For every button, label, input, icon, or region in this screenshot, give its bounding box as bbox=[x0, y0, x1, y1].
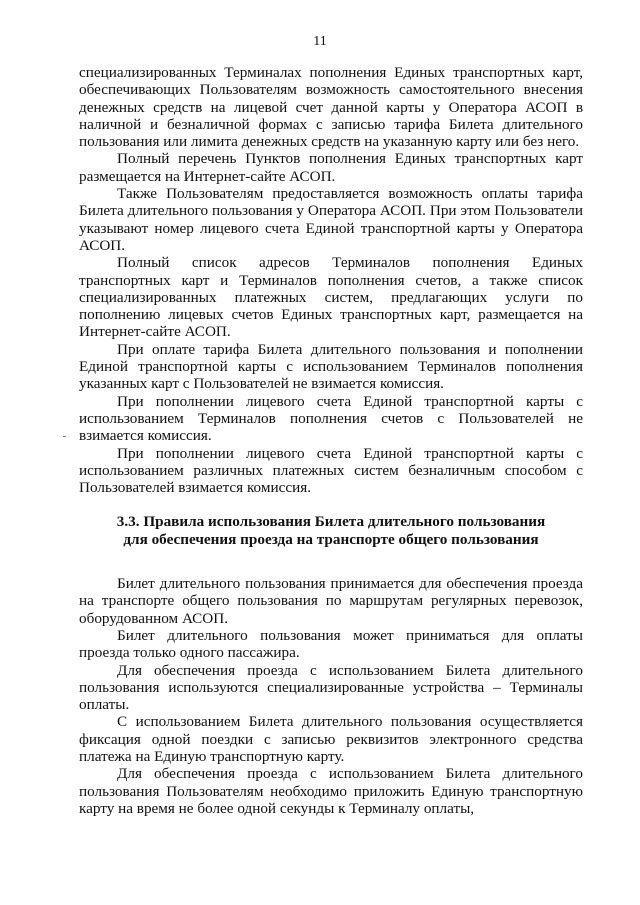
page-number: 11 bbox=[313, 34, 327, 49]
section-heading bbox=[79, 513, 583, 548]
paragraph-1: специализированных Терминалах пополнения Единых транспортных карт, обеспечивающих Пользователям возможность самостоятельного внесения денежных средств на лицевой счет данной карты у Оператора АСОП в наличной и безналичной формах с записью тарифа Билета длительного пользования или лимита денежных средств на указанную карту или без него. bbox=[79, 64, 583, 151]
paragraph-5: При оплате тарифа Билета длительного пользования и пополнении Единой транспортной карты с использованием Терминалов пополнения указанных карт с Пользователей не взимается комиссия. bbox=[79, 340, 583, 393]
paragraph-3: Также Пользователям предоставляется возможность оплаты тарифа Билета длительного пользования у Оператора АСОП. При этом Пользователи указывают номер лицевого счета Единой транспортной карты у Оператора АСОП. bbox=[79, 185, 583, 254]
section-heading-line-1: 3.3. Правила использования Билета длительного пользования bbox=[116, 513, 546, 531]
paragraph-9: Билет длительного пользования может приниматься для оплаты проезда только одного пассажира. bbox=[79, 626, 583, 662]
paragraph-10: Для обеспечения проезда с использованием Билета длительного пользования используются специализированные устройства – Терминалы оплаты. bbox=[79, 661, 583, 714]
paragraph-8: Билет длительного пользования принимается для обеспечения проезда на транспорте общего пользования по маршрутам регулярных перевозок, оборудованном АСОП. bbox=[79, 575, 583, 627]
paragraph-12: Для обеспечения проезда с использованием Билета длительного пользования Пользователям необходимо приложить Единую транспортную карту на время не более одной секунды к Терминалу оплаты, bbox=[79, 765, 583, 817]
paragraph-11: С использованием Билета длительного пользования осуществляется фиксация одной поездки с записью реквизитов электронного средства платежа на Единую транспортную карту. bbox=[79, 713, 583, 765]
paragraph-4: Полный список адресов Терминалов пополнения Единых транспортных карт и Терминалов пополнения счетов, а также список специализированных платежных систем, предлагающих услуги по пополнению лицевых счетов Единых транспортных карт, размещается на Интернет-сайте АСОП. bbox=[79, 254, 583, 341]
paragraph-7: При пополнении лицевого счета Единой транспортной карты с использованием различных платежных систем безналичным способом с Пользователей взимается комиссия. bbox=[79, 444, 583, 497]
paragraph-2: Полный перечень Пунктов пополнения Единых транспортных карт размещается на Интернет-сайте АСОП. bbox=[79, 150, 583, 185]
document-body bbox=[79, 64, 583, 817]
paragraph-6: При пополнении лицевого счета Единой транспортной карты с использованием Терминалов пополнения счетов с Пользователей не взимается комиссия. bbox=[79, 392, 583, 445]
section-heading-line-2: для обеспечения проезда на транспорте общего пользования bbox=[123, 530, 539, 548]
margin-mark bbox=[63, 436, 66, 437]
